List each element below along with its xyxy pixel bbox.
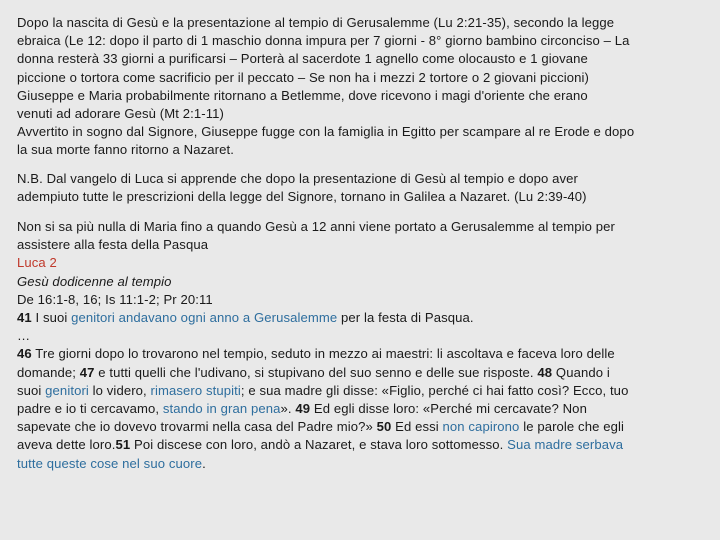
intro-paragraph [17,14,706,160]
note-line: adempiuto tutte le prescrizioni della legge del Signore, tornano in Galilea a Nazaret. (Lu 2:39-40) [17,188,587,204]
intro-line: ebraica (Le 12: dopo il parto di 1 maschio donna impura per 7 giorni - 8° giorno bambino circonciso – La [17,33,630,49]
intro-line: venuti ad adorare Gesù (Mt 2:1-11) [17,106,224,122]
verse-line: tutte queste cose nel suo cuore. [17,455,206,471]
verse-number: 41 [17,310,32,326]
highlighted-text: stando in gran pena [162,401,281,417]
verse-number: 47 [79,364,95,380]
intro-line: Avvertito in sogno dal Signore, Giuseppe fugge con la famiglia in Egitto per scampare al re Erode e dopo [17,124,635,140]
passage-intro-line: assistere alla festa della Pasqua [17,237,209,253]
passage-crossrefs: De 16:1-8, 16; Is 11:1-2; Pr 20:11 [17,291,213,307]
verse-41: 41 I suoi genitori andavano ogni anno a Gerusalemme per la festa di Pasqua. [17,310,474,326]
highlighted-text: genitori andavano ogni anno a Gerusalemme [71,310,338,326]
verse-number: 51 [115,437,131,453]
verse-number: 50 [376,419,392,435]
intro-line: Dopo la nascita di Gesù e la presentazione al tempio di Gerusalemme (Lu 2:21-35), secondo la legge [17,15,615,30]
note-line: N.B. Dal vangelo di Luca si apprende che dopo la presentazione di Gesù al tempio e dopo aver [17,170,578,186]
verse-line: sapevate che io dovevo trovarmi nella casa del Padre mio?» 50 Ed essi non capirono le parole che egli [17,419,624,435]
verse-line: padre e io ti cercavamo, stando in gran pena». 49 Ed egli disse loro: «Perché mi cercavate? Non [17,401,587,417]
intro-line: Giuseppe e Maria probabilmente ritornano a Betlemme, dove ricevono i magi d'oriente che erano [17,87,588,103]
passage [17,218,706,473]
verse-line: suoi genitori lo videro, rimasero stupiti; e sua madre gli disse: «Figlio, perché ci hai fatto così? Ecco, tuo [17,382,629,398]
spacer [17,206,706,218]
highlighted-text: tutte queste cose nel suo cuore [17,455,203,471]
verse-number: 48 [537,364,553,380]
intro-line: la sua morte fanno ritorno a Nazaret. [17,142,234,158]
note-paragraph [17,170,706,206]
passage-reference: Luca 2 [17,255,57,271]
highlighted-text: non capirono [442,419,520,435]
highlighted-text: rimasero stupiti [150,382,241,398]
passage-intro-line: Non si sa più nulla di Maria fino a quando Gesù a 12 anni viene portato a Gerusalemme al tempio per [17,219,616,235]
verse-line: 46 Tre giorni dopo lo trovarono nel tempio, seduto in mezzo ai maestri: li ascoltava e faceva loro delle [17,346,615,362]
intro-line: piccione o tortora come sacrificio per il peccato – Se non ha i mezzi 2 tortore o 2 giovani piccioni) [17,69,589,85]
intro-line: donna resterà 33 giorni a purificarsi – Porterà al sacerdote 1 agnello come olocausto e 1 giovane [17,51,588,67]
verse-number: 49 [295,401,311,417]
note-label: N.B. [17,170,43,186]
highlighted-text: Sua madre serbava [507,437,624,453]
highlighted-text: genitori [45,382,89,398]
ellipsis: … [17,328,31,344]
verse-line: aveva dette loro.51 Poi discese con loro, andò a Nazaret, e stava loro sottomesso. Sua madre serbava [17,437,624,453]
verse-number: 46 [17,346,32,362]
spacer [17,160,706,170]
verse-line: domande; 47 e tutti quelli che l'udivano, si stupivano del suo senno e delle sue risposte. 48 Quando i [17,364,610,380]
passage-subtitle: Gesù dodicenne al tempio [17,273,172,289]
